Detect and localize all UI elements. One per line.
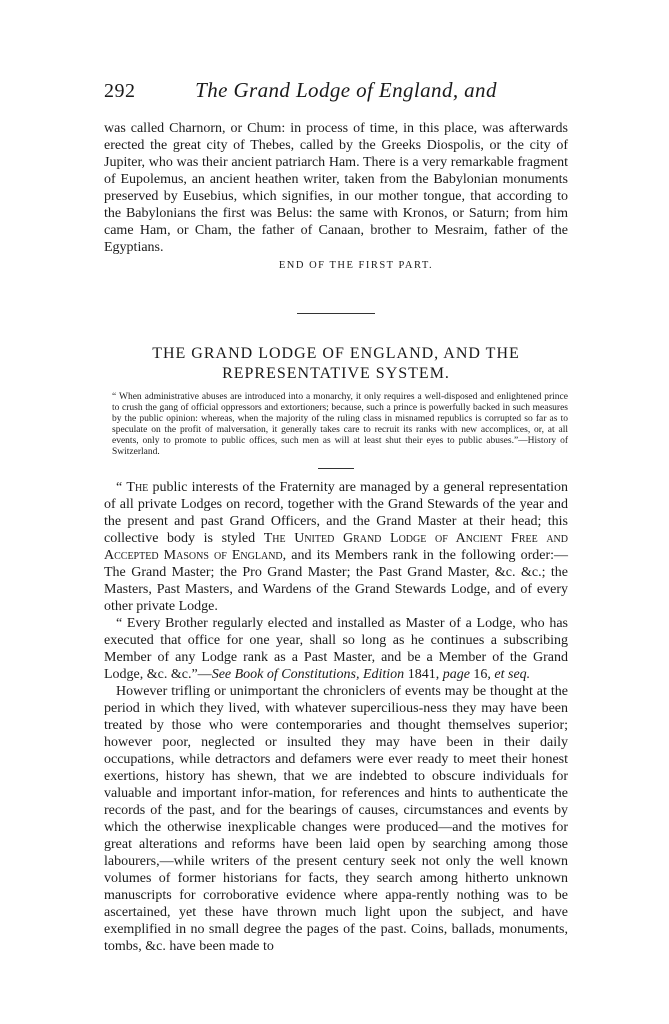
grand-lodge-title: The United Grand Lodge of Ancient Free and Accepted Masons of England, <box>104 531 568 563</box>
paragraph-representation-text-b: and its Members rank in the following order:—The Grand Master; the Pro Grand Master; the Past Grand Master, &c. &c.; the Masters, Past Masters, and Wardens of the Grand Stewards Lodge, and of every other private Lodge. <box>104 548 568 614</box>
running-head <box>104 78 568 108</box>
section-heading-line-2: REPRESENTATIVE SYSTEM. <box>222 365 450 382</box>
paragraph-chroniclers: However trifling or unimportant the chroniclers of events may be thought at the period in which they lived, with whatever supercilious-ness they may have been treated by those who were contemporaries and thought themselves superior; however poor, neglected or insulted they may have been in their daily occupations, while detractors and defamers were ever ready to meet their honest exertions, history has shewn, that we are indebted to obscure individuals for valuable and important infor-mation, for references and hints to authenticate the records of the past, and for the bearings of causes, circumstances and events by which the otherwise inexplicable changes were produced—and the motives for great alterations and reforms have been laid open by searching among those labourers,—while writers of the present century seek not only the well known volumes of former historians for facts, they search among hitherto unknown manuscripts for corroborative evidence where appa-rently nothing was to be ascertained, yet these have thrown much light upon the subject, and have exemplified in no small degree the pages of the past. Coins, ballads, monuments, tombs, &c. have been made to <box>104 684 568 954</box>
citation-year: 1841, <box>404 667 443 682</box>
page-number: 292 <box>104 80 136 102</box>
paragraph-representation <box>104 479 568 615</box>
section-heading-line-1: THE GRAND LODGE OF ENGLAND, AND THE <box>152 345 520 362</box>
open-quote: “ <box>116 480 123 495</box>
part-end-caption: END OF THE FIRST PART. <box>278 260 434 271</box>
epigraph: “ When administrative abuses are introduced into a monarchy, it only requires a well-disposed and enlightened prince to crush the gang of official oppressors and extortioners; because, such a prince is powerfully backed in such measures by the public opinion: whereas, when the majority of the ruling class in misnamed republics is corrupted so far as to speculate on the profit of malversation, it generally takes care to recruit its ranks with new accomplices, or, at all events, only to promote to public offices, such men as will at least shut their eyes to public abuses.”—History of Switzerland. <box>112 392 568 457</box>
citation-constitutions: See Book of Constitutions, Edition <box>211 667 405 682</box>
paragraph-past-master-text: “ Every Brother regularly elected and installed as Master of a Lodge, who has executed that office for one year, shall so long as he continues a subscribing Member of any Lodge rank as a Past Master, and be a Member of the Grand Lodge, &c. &c.”— <box>104 616 568 682</box>
book-page <box>104 78 568 955</box>
section-heading <box>104 344 568 384</box>
citation-page-label: page <box>442 667 470 682</box>
citation-et-seq: et seq. <box>494 667 531 682</box>
epigraph-divider <box>318 468 354 469</box>
paragraph-representation-text-a: public interests of the Fraternity are managed by a general representation of all private Lodges on record, together with the Grand Stewards of the year and the present and past Grand Officers, and the Grand Master at their head; this collective body is styled <box>104 480 569 546</box>
lead-word: The <box>126 480 149 495</box>
running-title: The Grand Lodge of England, and <box>195 78 497 102</box>
paragraph-past-master <box>104 615 568 683</box>
paragraph-intro: was called Charnorn, or Chum: in process of time, in this place, was afterwards erected the great city of Thebes, called by the Greeks Diospolis, or the city of Jupiter, who was their ancient patriarch Ham. There is a very remarkable fragment of Eupolemus, an ancient heathen writer, taken from the Babylonian monuments preserved by Eusebius, which signifies, in our mother tongue, that according to the Babylonians the first was Belus: the same with Kronos, or Saturn; from him came Ham, or Cham, the father of Canaan, brother to Mesraim, father of the Egyptians. <box>104 121 568 255</box>
citation-page: 16, <box>469 667 495 682</box>
section-divider <box>297 313 375 314</box>
